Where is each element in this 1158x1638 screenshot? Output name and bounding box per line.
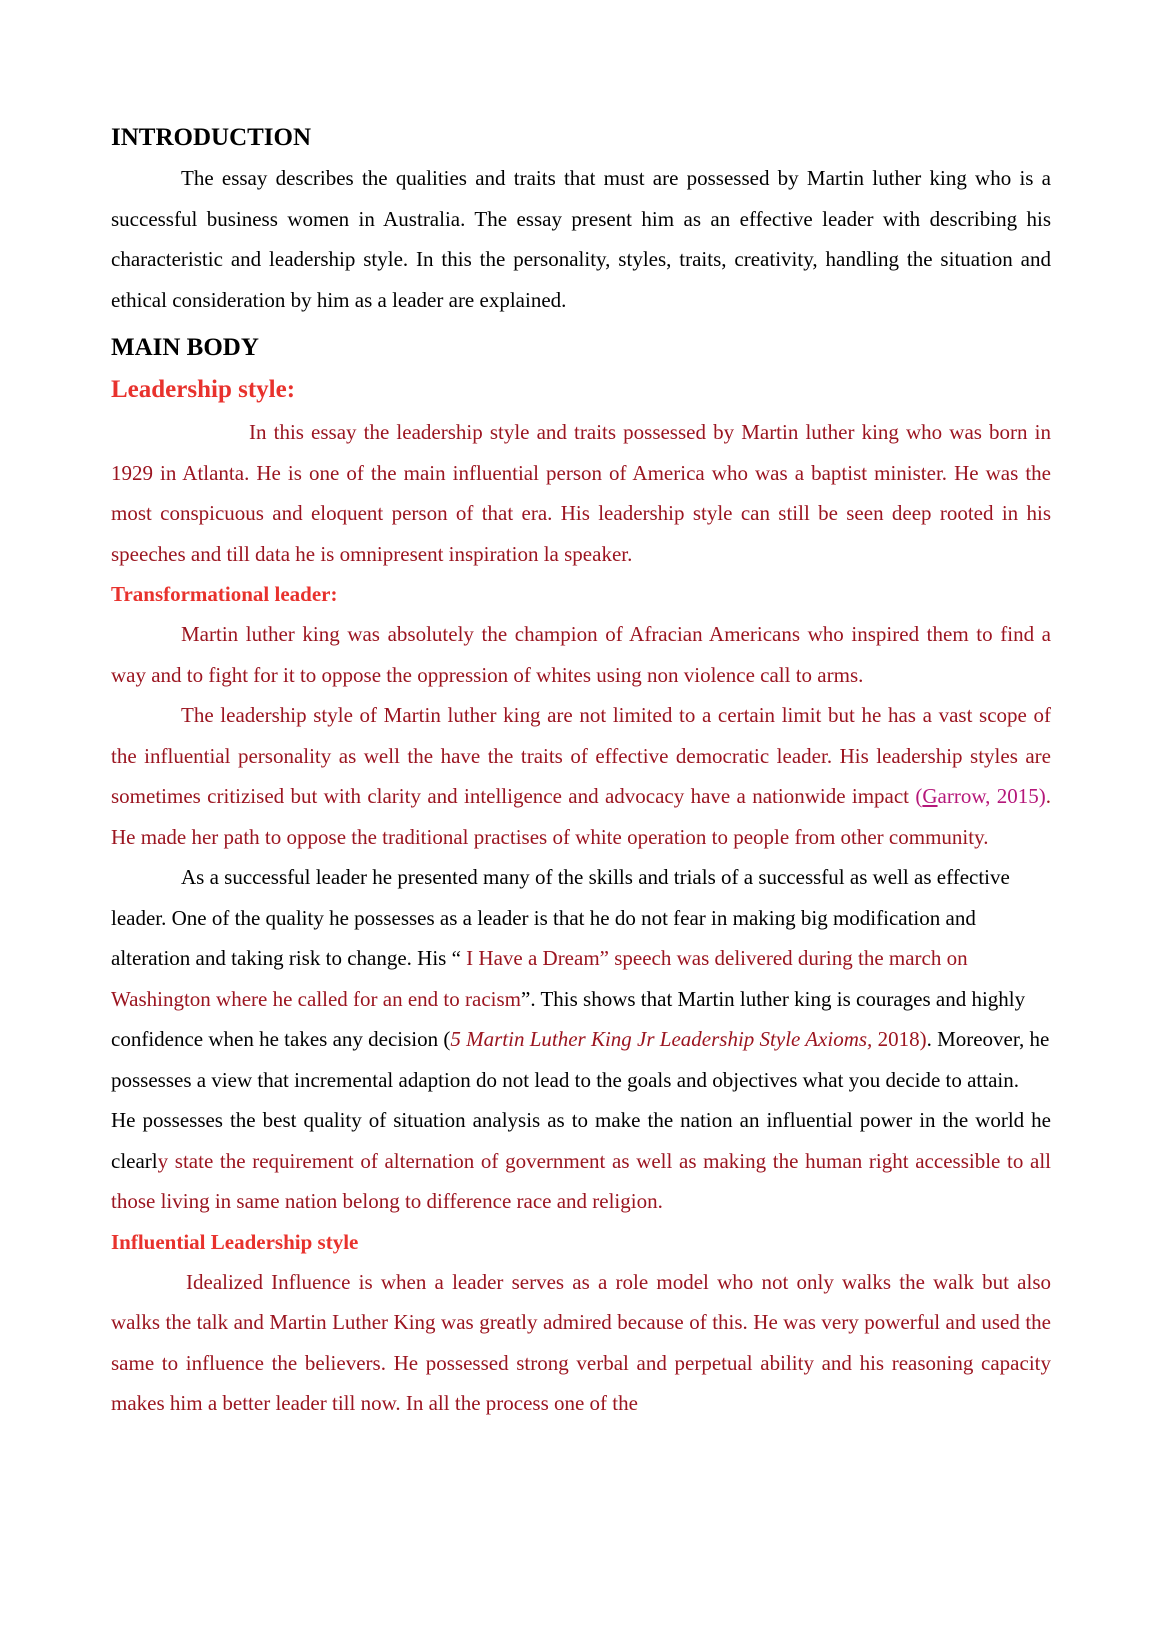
transformational-paragraph-3: As a successful leader he presented many of the skills and trials of a successful as well as effective leader. One of the quality he possesses as a leader is that he do not fear in making big modification and alteration and taking risk to change. His “ I Have a Dream” speech was delivered during the march on Washington where he called for an end to racism”. This shows that Martin luther king is courages and highly confidence when he takes any decision (5 Martin Luther King Jr Leadership Style Axioms, 2018). Moreover, he possesses a view that incremental adaption do not lead to the goals and objectives what you decide to attain. [111, 865, 1050, 1092]
transformational-paragraph-4: He possesses the best quality of situation analysis as to make the nation an influential power in the world he clearly state the requirement of alternation of government as well as making the human right accessible to all those living in same nation belong to difference race and religion. [111, 1108, 1051, 1213]
transformational-leader-heading: Transformational leader: [111, 582, 338, 606]
introduction-heading: INTRODUCTION [111, 124, 312, 151]
dream-speech-quote: I Have a Dream” speech was delivered during the march on Washington where he called for an end to racism [111, 946, 968, 1011]
main-body-heading: MAIN BODY [111, 334, 259, 361]
leadership-style-heading: Leadership style: [111, 376, 296, 403]
citation-axioms-year: 2018) [872, 1027, 927, 1051]
citation-axioms-title: 5 Martin Luther King Jr Leadership Style Axioms, [450, 1027, 873, 1051]
introduction-paragraph: The essay describes the qualities and traits that must are possessed by Martin luther king who is a successful business women in Australia. The essay present him as an effective leader with describing his characteristic and leadership style. In this the personality, styles, traits, creativity, handling the situation and ethical consideration by him as a leader are explained. [111, 166, 1051, 312]
paragraph-text: The leadership style of Martin luther king are not limited to a certain limit but he has a vast scope of the influential personality as well the have the traits of effective democratic leader. His leadership styles are sometimes critizised but with clarity and intelligence and advocacy have a nationwide impact [111, 703, 1051, 808]
influential-leadership-heading: Influential Leadership style [111, 1229, 359, 1254]
transformational-paragraph-2 [111, 695, 1051, 857]
transformational-paragraph-1: Martin luther king was absolutely the champion of Afracian Americans who inspired them to find a way and to fight for it to oppose the oppression of whites using non violence call to arms. [111, 622, 1051, 687]
citation-garrow: (Garrow, 2015) [915, 784, 1046, 808]
document-page [111, 118, 1051, 1424]
influential-paragraph: Idealized Influence is when a leader serves as a role model who not only walks the walk but also walks the talk and Martin Luther King was greatly admired because of this. He was very powerful and used the same to influence the believers. He possessed strong verbal and perpetual ability and his reasoning capacity makes him a better leader till now. In all the process one of the [111, 1269, 1051, 1415]
paragraph-text: . He made her path to oppose the traditional practises of white operation to people from other community. [111, 784, 1051, 849]
leadership-style-paragraph: In this essay the leadership style and traits possessed by Martin luther king who was born in 1929 in Atlanta. He is one of the main influential person of America who was a baptist minister. He was the most conspicuous and eloquent person of that era. His leadership style can still be seen deep rooted in his speeches and till data he is omnipresent inspiration la speaker. [111, 420, 1051, 566]
